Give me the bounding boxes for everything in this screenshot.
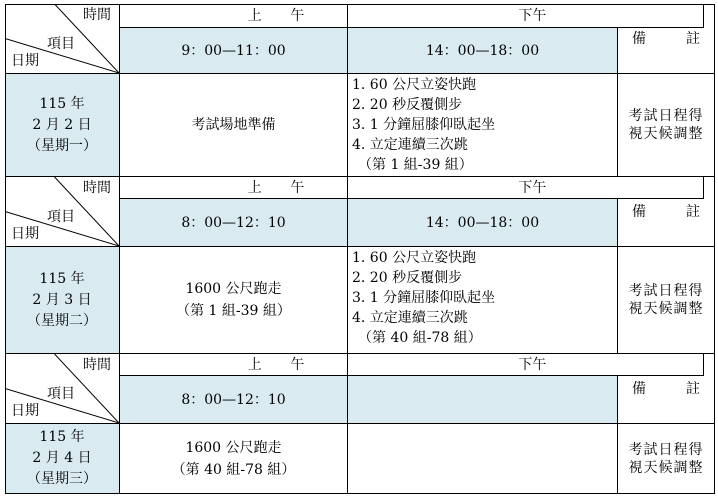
- remarks-char: 註: [686, 203, 700, 220]
- date-cell: [5, 424, 120, 494]
- afternoon-time: 14：00—18：00: [425, 42, 540, 59]
- remark-line: 視天候調整: [628, 126, 704, 142]
- remarks-header: [618, 354, 715, 424]
- morning-time-slot: [120, 376, 348, 424]
- item-label: 項目: [47, 35, 75, 52]
- afternoon-events: [348, 74, 618, 177]
- morning-event-line: （第 1 組-39 組）: [176, 303, 291, 319]
- remarks-header-text: [632, 30, 700, 48]
- remarks-header-text: [632, 380, 700, 398]
- morning-events: [120, 74, 348, 177]
- remark-cell: [618, 74, 715, 177]
- morning-char: 午: [290, 356, 305, 373]
- time-label: 時間: [83, 7, 111, 23]
- remark-line: 考試日程得: [628, 108, 704, 124]
- afternoon-char: 午: [532, 7, 547, 24]
- afternoon-event-line: 2. 20 秒反覆側步: [352, 97, 463, 113]
- remark-line: 考試日程得: [628, 283, 704, 299]
- morning-header: [120, 354, 348, 376]
- morning-char: 午: [290, 7, 305, 24]
- date-cell: [5, 74, 120, 177]
- afternoon-event-line: 1. 60 公尺立姿快跑: [352, 250, 477, 266]
- remarks-char: 備: [632, 380, 646, 397]
- header-corner: [5, 177, 120, 247]
- date-line: 115 年: [39, 270, 85, 287]
- morning-time-slot: [120, 28, 348, 74]
- remarks-char: 註: [686, 30, 700, 47]
- remark-cell: [618, 247, 715, 354]
- morning-char: 上: [247, 356, 262, 373]
- afternoon-time: 14：00—18：00: [425, 214, 540, 231]
- remarks-header: [618, 177, 715, 247]
- morning-header: [120, 4, 348, 28]
- morning-header: [120, 177, 348, 199]
- remarks-char: 備: [632, 30, 646, 47]
- afternoon-char: 午: [532, 179, 547, 196]
- afternoon-char: 下: [518, 179, 533, 196]
- afternoon-char: 下: [518, 356, 533, 373]
- remark-line: 考試日程得: [628, 441, 704, 458]
- date-line: （星期三）: [27, 471, 97, 487]
- afternoon-event-line: （第 1 組-39 組）: [358, 157, 473, 173]
- date-cell: [5, 247, 120, 354]
- morning-event-line: 1600 公尺跑走: [185, 281, 282, 297]
- afternoon-event-line: （第 40 組-78 組）: [358, 330, 482, 346]
- morning-event-line: （第 40 組-78 組）: [171, 461, 296, 478]
- afternoon-event-line: 4. 立定連續三次跳: [352, 310, 468, 326]
- header-corner: [5, 354, 120, 424]
- afternoon-char: 午: [532, 356, 547, 373]
- afternoon-time-slot: [348, 199, 618, 247]
- remarks-char: 註: [686, 380, 700, 397]
- afternoon-event-line: 2. 20 秒反覆側步: [352, 270, 463, 286]
- date-line: 2 月 4 日: [32, 450, 92, 466]
- morning-events: [120, 424, 348, 494]
- remark-line: 視天候調整: [628, 301, 704, 317]
- date-line: 115 年: [39, 95, 85, 112]
- afternoon-event-line: 4. 立定連續三次跳: [352, 137, 468, 153]
- afternoon-time-slot: [348, 28, 618, 74]
- header-corner: [5, 4, 120, 74]
- morning-event-line: 考試場地準備: [191, 117, 276, 133]
- item-label: 項目: [47, 385, 75, 402]
- remarks-header: [618, 4, 715, 74]
- remark-cell: [618, 424, 715, 494]
- morning-char: 上: [247, 179, 262, 196]
- date-label: 日期: [11, 226, 39, 242]
- afternoon-event-line: 3. 1 分鐘屈膝仰臥起坐: [352, 290, 496, 306]
- morning-time: 9：00—11：00: [181, 42, 286, 59]
- morning-time: 8：00—12：10: [181, 391, 286, 408]
- afternoon-event-line: 1. 60 公尺立姿快跑: [352, 77, 477, 93]
- morning-event-line: 1600 公尺跑走: [185, 439, 282, 456]
- date-line: 2 月 2 日: [32, 116, 92, 133]
- item-label: 項目: [47, 208, 75, 225]
- morning-time-slot: [120, 199, 348, 247]
- date-line: 2 月 3 日: [32, 291, 92, 308]
- afternoon-events: [348, 247, 618, 354]
- schedule-table: [5, 4, 715, 494]
- morning-events: [120, 247, 348, 354]
- morning-char: 午: [290, 179, 305, 196]
- time-label: 時間: [83, 357, 111, 373]
- date-line: （星期二）: [27, 312, 97, 329]
- afternoon-char: 下: [518, 7, 533, 24]
- morning-time: 8：00—12：10: [181, 214, 286, 231]
- date-label: 日期: [11, 403, 39, 419]
- remarks-header-text: [632, 203, 700, 221]
- afternoon-events: [348, 424, 618, 494]
- afternoon-time-slot: [348, 376, 618, 424]
- date-label: 日期: [11, 53, 39, 69]
- morning-char: 上: [247, 7, 262, 24]
- date-line: 115 年: [39, 429, 85, 445]
- remarks-char: 備: [632, 203, 646, 220]
- time-label: 時間: [83, 180, 111, 196]
- date-line: （星期一）: [27, 137, 97, 154]
- afternoon-event-line: 3. 1 分鐘屈膝仰臥起坐: [352, 117, 496, 133]
- remark-line: 視天候調整: [628, 459, 704, 476]
